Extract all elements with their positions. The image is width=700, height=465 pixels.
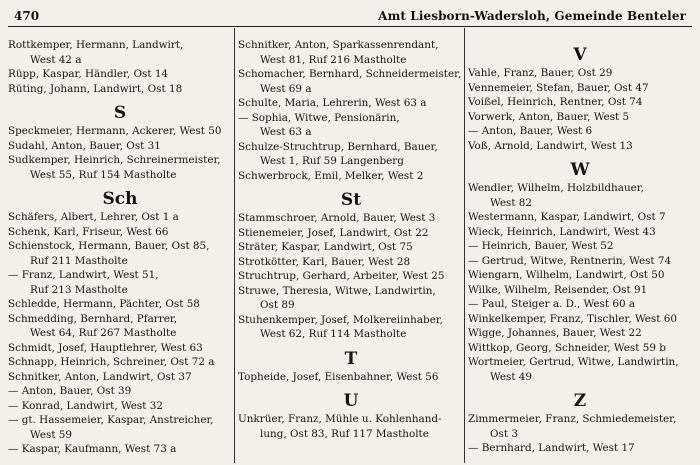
entry-continuation: Ruf 211 Mastholte [30, 254, 128, 267]
section-letter: W [570, 160, 590, 180]
entry-continuation: West 82 [490, 196, 533, 209]
directory-entry: Voß, Arnold, Landwirt, West 13 [468, 139, 633, 152]
directory-entry: Schienstock, Hermann, Bauer, Ost 85, [8, 240, 210, 252]
column-divider [234, 28, 235, 463]
column-1 [8, 38, 232, 465]
directory-entry: Zimmermeier, Franz, Schmiedemeister, [468, 413, 677, 425]
directory-entry: Vorwerk, Anton, Bauer, West 5 [468, 110, 630, 123]
directory-entry: Rüting, Johann, Landwirt, Ost 18 [8, 82, 183, 95]
directory-entry: Sudkemper, Heinrich, Schreinermeister, [8, 154, 221, 166]
directory-entry: Wittkop, Georg, Schneider, West 59 b [468, 341, 666, 354]
entry-continuation: West 62, Ruf 114 Mastholte [260, 328, 407, 340]
directory-entry: Stammschroer, Arnold, Bauer, West 3 [238, 212, 436, 224]
directory-entry: Rüpp, Kaspar, Händler, Ost 14 [8, 68, 169, 80]
directory-entry: Wieck, Heinrich, Landwirt, West 43 [468, 225, 656, 238]
entry-continuation: West 1, Ruf 59 Langenberg [260, 155, 404, 167]
entry-continuation: West 55, Ruf 154 Mastholte [30, 168, 177, 181]
directory-entry: — Franz, Landwirt, West 51, [8, 269, 159, 281]
entry-continuation: West 63 a [260, 126, 312, 138]
directory-entry: Wiengarn, Wilhelm, Landwirt, Ost 50 [468, 269, 665, 281]
running-title: Amt Liesborn-Wadersloh, Gemeinde Benteler [378, 9, 686, 23]
directory-entry: — Sophia, Witwe, Pensionärin, [238, 111, 400, 124]
directory-entry: Stuhenkemper, Josef, Molkereiinhaber, [238, 313, 443, 326]
directory-entry: Sträter, Kaspar, Landwirt, Ost 75 [238, 241, 413, 253]
entry-continuation: Ruf 213 Mastholte [30, 283, 128, 296]
entry-continuation: Ost 89 [260, 299, 295, 311]
directory-entry: Schomacher, Bernhard, Schneidermeister, [238, 68, 462, 80]
directory-entry: — gt. Hassemeier, Kaspar, Anstreicher, [8, 414, 214, 426]
directory-entry: — Anton, Bauer, West 6 [468, 125, 593, 137]
section-letter: V [573, 45, 587, 65]
section-letter: S [113, 103, 127, 123]
directory-entry: Struwe, Theresia, Witwe, Landwirtin, [238, 284, 436, 297]
directory-entry: Schmidt, Josef, Hauptlehrer, West 63 [8, 341, 203, 354]
directory-entry: Schulze-Struchtrup, Bernhard, Bauer, [238, 140, 438, 153]
directory-entry: — Bernhard, Landwirt, West 17 [468, 442, 635, 454]
directory-entry: Sudahl, Anton, Bauer, Ost 31 [8, 139, 161, 152]
entry-continuation: lung, Ost 83, Ruf 117 Mastholte [260, 427, 429, 440]
section-letter: Z [573, 391, 587, 411]
directory-entry: Topheide, Josef, Eisenbahner, West 56 [238, 370, 439, 383]
directory-entry: Schnitker, Anton, Landwirt, Ost 37 [8, 370, 192, 383]
directory-entry: Stienemeier, Josef, Landwirt, Ost 22 [238, 226, 429, 239]
directory-entry: Voißel, Heinrich, Rentner, Ost 74 [468, 96, 643, 108]
directory-entry: — Heinrich, Bauer, West 52 [468, 240, 614, 252]
directory-entry: Wigge, Johannes, Bauer, West 22 [468, 327, 642, 339]
directory-entry: Vahle, Franz, Bauer, Ost 29 [468, 67, 613, 79]
directory-entry: Rottkemper, Hermann, Landwirt, [8, 39, 184, 51]
directory-entry: — Paul, Steiger a. D., West 60 a [468, 298, 636, 310]
directory-entry: — Anton, Bauer, Ost 39 [8, 385, 132, 397]
directory-entry: Wortmeier, Gertrud, Witwe, Landwirtin, [468, 356, 679, 368]
entry-continuation: West 64, Ruf 267 Mastholte [30, 327, 177, 339]
page-number: 470 [14, 9, 40, 23]
column-3 [468, 38, 692, 465]
entry-continuation: Ost 3 [490, 427, 518, 440]
section-letter: T [344, 348, 358, 369]
directory-entry: Schnitker, Anton, Sparkassenrendant, [238, 39, 439, 51]
entry-continuation: West 69 a [260, 82, 312, 95]
directory-entry: Unkrüer, Franz, Mühle u. Kohlenhand- [238, 413, 442, 425]
directory-entry: Westermann, Kaspar, Landwirt, Ost 7 [468, 211, 666, 223]
entry-continuation: West 59 [30, 428, 73, 441]
directory-entry: Vennemeier, Stefan, Bauer, Ost 47 [468, 81, 649, 94]
section-letter: Sch [102, 189, 138, 209]
directory-entry: Winkelkemper, Franz, Tischler, West 60 [468, 312, 677, 325]
page-header [8, 6, 692, 27]
entry-continuation: West 42 a [30, 53, 82, 66]
directory-entry: Speckmeier, Hermann, Ackerer, West 50 [8, 125, 222, 137]
directory-entry: Struchtrup, Gerhard, Arbeiter, West 25 [238, 270, 445, 282]
section-letter: U [343, 391, 359, 411]
directory-entry: — Kaspar, Kaufmann, West 73 a [8, 443, 177, 455]
directory-entry: Schäfers, Albert, Lehrer, Ost 1 a [8, 211, 179, 223]
directory-entry: — Gertrud, Witwe, Rentnerin, West 74 [468, 254, 672, 267]
directory-entry: Wendler, Wilhelm, Holzbildhauer, [468, 182, 644, 194]
directory-entry: Schmedding, Bernhard, Pfarrer, [8, 312, 178, 325]
section-letter: St [340, 190, 362, 210]
directory-entry: Schulte, Maria, Lehrerin, West 63 a [238, 97, 427, 109]
directory-entry: Schenk, Karl, Friseur, West 66 [8, 225, 169, 238]
directory-entry: Schledde, Hermann, Pächter, Ost 58 [8, 298, 200, 310]
directory-entry: — Konrad, Landwirt, West 32 [8, 399, 163, 412]
directory-entry: Wilke, Wilhelm, Reisender, Ost 91 [468, 283, 648, 296]
column-2 [238, 38, 464, 465]
column-divider [464, 28, 465, 463]
entry-continuation: West 49 [490, 370, 533, 383]
directory-entry: Schnapp, Heinrich, Schreiner, Ost 72 a [8, 356, 215, 368]
entry-continuation: West 81, Ruf 216 Mastholte [260, 53, 407, 66]
directory-entry: Strotkötter, Karl, Bauer, West 28 [238, 255, 411, 268]
directory-entry: Schwerbrock, Emil, Melker, West 2 [238, 169, 424, 182]
